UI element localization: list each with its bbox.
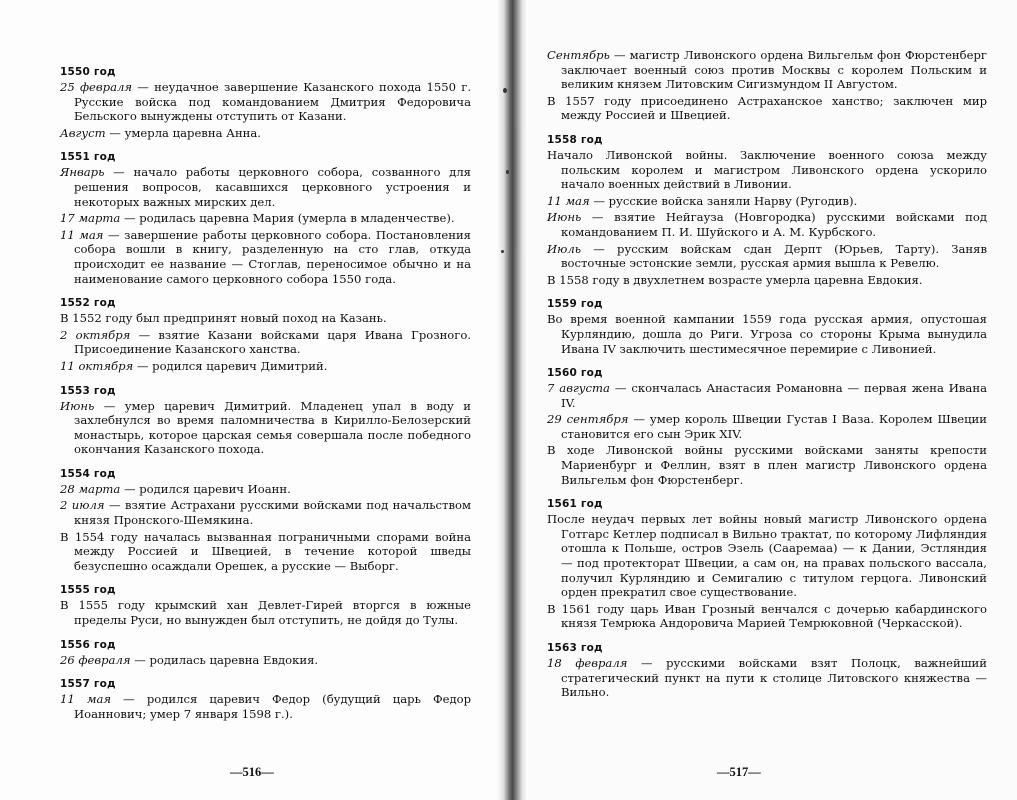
entry-text: Начало Ливонской войны. Заключение военного союза между польским королем и магистром Ливонского ордена ускорило начало военных действий в Ливонии.	[547, 147, 987, 192]
chronicle-entry	[547, 148, 987, 192]
year-heading: 1554 год	[60, 467, 116, 480]
page-number-right: —517—	[717, 765, 761, 779]
entry-date: 26 февраля	[60, 652, 131, 667]
entry-text: — взятие Астрахани русскими войсками под начальством князя Пронского-Шемякина.	[74, 498, 471, 528]
entry-date: 29 сентября	[547, 412, 629, 427]
entry-text: — магистр Ливонского ордена Вильгельм фон Фюрстенберг заключает военный союз против Москвы с королем Польским и великим князем Литовским Сигизмундом II Августом.	[561, 48, 987, 92]
entry-date: 2 октября	[60, 327, 131, 342]
year-heading: 1556 год	[60, 638, 116, 651]
entry-date: Август	[60, 125, 106, 140]
right-page	[505, 0, 1017, 800]
chronicle-entry	[547, 412, 987, 441]
chronicle-entry	[60, 498, 471, 527]
entry-date: 11 октября	[60, 358, 134, 373]
entry-text: — взятие Казани войсками царя Ивана Грозного. Присоединение Казанского ханства.	[74, 327, 472, 357]
entry-text: В 1561 году царь Иван Грозный венчался с дочерью кабардинского князя Темрюка Андоровича Марией Темрюковной (Черкасской).	[547, 601, 987, 631]
chronicle-entry	[60, 228, 471, 286]
chronicle-entry	[547, 194, 987, 209]
entry-date: 11 мая	[60, 227, 104, 242]
year-heading: 1559 год	[547, 298, 603, 311]
chronicle-entry	[547, 443, 987, 487]
chronicle-entry	[60, 126, 471, 141]
chronicle-entry	[547, 94, 987, 123]
entry-text: — русские войска заняли Нарву (Ругодив).	[589, 193, 858, 208]
entry-text: — начало работы церковного собора, созванного для решения вопросов, касавшихся церковного устроения и некоторых важных мирских дел.	[74, 165, 471, 209]
entry-text: В 1555 году крымский хан Девлет-Гирей вторгся в южные пределы Руси, но вынужден был отступить, не дойдя до Тулы.	[60, 598, 471, 628]
entry-text: В ходе Ливонской войны русскими войсками заняты крепости Мариенбург и Феллин, взят в плен магистр Ливонского ордена Вильгельм фон Фюрстенберг.	[547, 443, 987, 487]
year-heading: 1563 год	[547, 642, 603, 654]
chronicle-entry	[60, 165, 471, 209]
entry-text: В 1554 году началась вызванная пограничными спорами война между Россией и Швецией, в течение которой шведы безуспешно осаждали Орешек, а русские — Выборг.	[60, 529, 471, 573]
year-section	[547, 367, 987, 487]
entry-date: Июнь	[547, 210, 582, 225]
entry-text: — умер царевич Димитрий. Младенец упал в воду и захлебнулся во время паломничества в Кирилло-Белозерский монастырь, которое царская семья совершала после победного окончания Казанского похода.	[74, 398, 471, 457]
year-section	[60, 66, 471, 140]
year-section	[547, 298, 987, 356]
chronicle-entry	[547, 602, 987, 631]
chronicle-entry	[60, 399, 471, 457]
year-heading: 1560 год	[547, 367, 603, 380]
entry-text: — русскими войсками взят Полоцк, важнейший стратегический пункт на пути к столице Литовского княжества — Вильно.	[561, 656, 988, 700]
left-page-content	[60, 66, 471, 721]
chronicle-entry	[547, 512, 987, 600]
entry-text: — родилась царевна Мария (умерла в младенчестве).	[120, 211, 455, 226]
right-page-content	[547, 48, 987, 700]
entry-date: 25 февраля	[60, 80, 133, 94]
chronicle-entry	[547, 273, 987, 288]
chronicle-entry	[547, 381, 987, 410]
chronicle-entry	[60, 311, 471, 326]
entry-date: Январь	[60, 165, 105, 180]
chronicle-entry	[547, 656, 987, 700]
chronicle-entry	[60, 359, 471, 374]
entry-text: — родилась царевна Евдокия.	[130, 652, 319, 667]
left-page	[0, 0, 505, 800]
chronicle-entry	[60, 211, 471, 226]
chronicle-entry	[547, 48, 987, 92]
book-gutter-shadow	[497, 0, 527, 800]
chronicle-entry	[60, 653, 471, 668]
chronicle-entry	[60, 530, 471, 574]
year-section	[60, 678, 471, 721]
year-heading: 1550 год	[60, 66, 116, 78]
entry-text: В 1558 году в двухлетнем возрасте умерла царевна Евдокия.	[547, 272, 923, 287]
year-section	[547, 48, 987, 123]
year-heading: 1555 год	[60, 584, 116, 597]
year-heading: 1557 год	[60, 678, 116, 691]
year-section	[60, 151, 471, 286]
entry-text: — родился царевич Федор (будущий царь Федор Иоаннович; умер 7 января 1598 г.).	[74, 692, 472, 721]
year-section	[60, 385, 471, 457]
year-heading: 1553 год	[60, 384, 116, 397]
entry-date: Сентябрь	[547, 48, 610, 62]
entry-date: 18 февраля	[547, 656, 628, 670]
entry-text: Во время военной кампании 1559 года русская армия, опустошая Курляндию, дошла до Риги. Угроза со стороны Крыма вынудила Ивана IV заключить шестимесячное перемирие с Ливонией.	[547, 312, 987, 356]
entry-date: 7 августа	[547, 381, 610, 396]
chronicle-entry	[60, 80, 471, 124]
year-section	[547, 134, 987, 287]
year-section	[60, 297, 471, 373]
entry-date: 2 июля	[60, 498, 105, 513]
entry-text: — скончалась Анастасия Романовна — первая жена Ивана IV.	[561, 381, 987, 410]
entry-text: — родился царевич Димитрий.	[133, 358, 328, 373]
year-heading: 1561 год	[547, 498, 603, 511]
entry-date: Июль	[547, 241, 582, 256]
entry-text: — родился царевич Иоанн.	[120, 481, 291, 496]
year-section	[547, 498, 987, 631]
entry-date: Июнь	[60, 398, 95, 413]
year-section	[60, 639, 471, 668]
chronicle-entry	[60, 328, 471, 357]
chronicle-entry	[60, 598, 471, 627]
entry-date: 11 мая	[547, 193, 590, 208]
entry-text: — завершение работы церковного собора. Постановления собора вошли в книгу, разделенную на сто глав, откуда происходит ее название — Стоглав, переносимое обычно и на наименование самого церковного собора 1550 года.	[74, 227, 471, 286]
chronicle-entry	[60, 482, 471, 497]
entry-text: — русским войскам сдан Дерпт (Юрьев, Тарту). Заняв восточные эстонские земли, русская армия вышла к Ревелю.	[561, 241, 987, 271]
entry-text: В 1552 году был предпринят новый поход на Казань.	[60, 311, 387, 326]
entry-text: — взятие Нейгауза (Новгородка) русскими войсками под командованием П. И. Шуйского и А. М. Курбского.	[561, 210, 987, 239]
year-heading: 1558 год	[547, 133, 603, 146]
entry-text: — умер король Швеции Густав I Ваза. Королем Швеции становится его сын Эрик XIV.	[561, 412, 987, 441]
year-section	[60, 584, 471, 627]
chronicle-entry	[547, 242, 987, 271]
year-section	[547, 642, 987, 700]
year-heading: 1551 год	[60, 151, 116, 164]
year-heading: 1552 год	[60, 297, 116, 310]
entry-text: После неудач первых лет войны новый магистр Ливонского ордена Готгарс Кетлер подписал в Вильно трактат, по которому Лифляндия отошла к Польше, остров Эзель (Сааремаа) — к Дании, Эстляндия — под протекторат Швеции, а сам он, на правах польского вассала, получил Курляндию и Семигалию с титулом герцога. Ливонский орден прекратил свое существование.	[547, 512, 987, 600]
chronicle-entry	[60, 692, 471, 721]
entry-text: — неудачное завершение Казанского похода 1550 г. Русские войска под командованием Дмитрия Федоровича Бельского вынуждены отступить от Казани.	[74, 80, 471, 124]
entry-text: — умерла царевна Анна.	[105, 125, 261, 140]
entry-date: 28 марта	[60, 481, 121, 496]
year-section	[60, 468, 471, 574]
chronicle-entry	[547, 210, 987, 239]
page-number-left: —516—	[230, 765, 274, 779]
entry-text: В 1557 году присоединено Астраханское ханство; заключен мир между Россией и Швецией.	[547, 93, 987, 123]
entry-date: 11 мая	[60, 692, 112, 707]
chronicle-entry	[547, 312, 987, 356]
entry-date: 17 марта	[60, 211, 121, 226]
